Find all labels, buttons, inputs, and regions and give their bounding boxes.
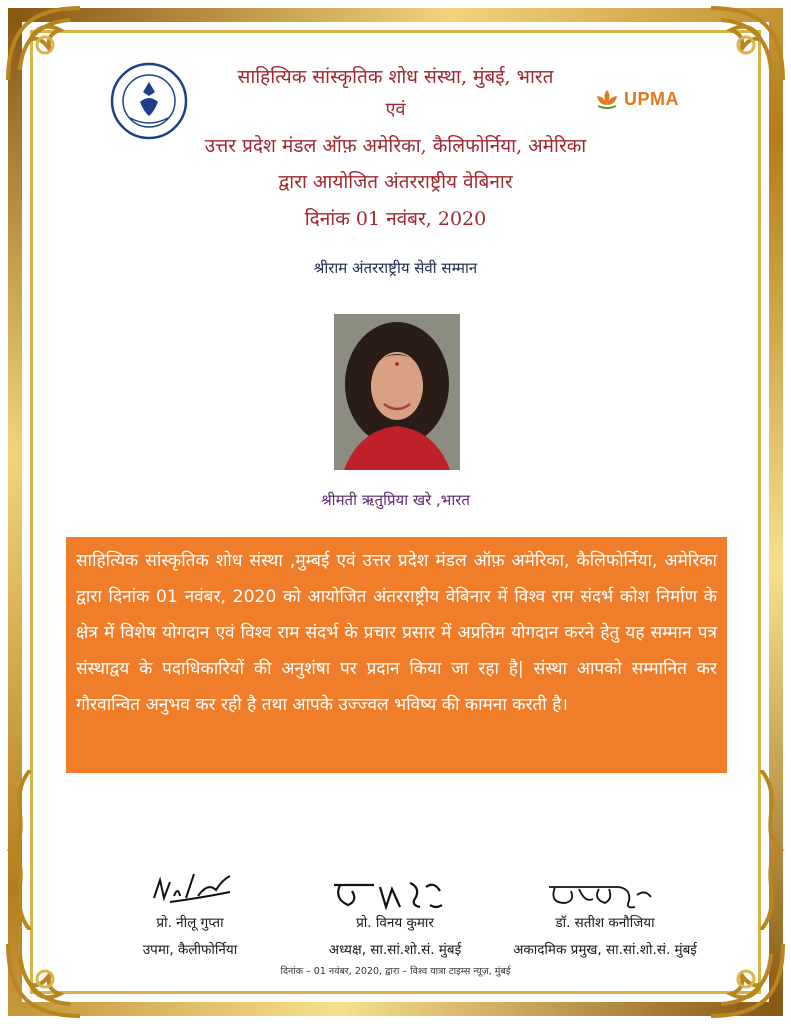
signatory-2-role: अध्यक्ष, सा.सां.शो.सं. मुंबई (328, 942, 462, 958)
corner-ornament-icon (0, 934, 120, 1024)
scroll-ornament-icon (751, 770, 791, 930)
event-date: दिनांक 01 नवंबर, 2020 (304, 208, 487, 230)
signatory-3-name: डॉ. सतीश कनौजिया (555, 915, 655, 931)
recipient-photo (334, 314, 460, 470)
organizer-conjunction: एवं (385, 99, 406, 120)
recipient-name: श्रीमती ऋतुप्रिया खरे ,भारत (321, 491, 470, 509)
event-description: द्वारा आयोजित अंतरराष्ट्रीय वेबिनार (278, 171, 513, 193)
signatory-3-role: अकादमिक प्रमुख, सा.सां.शो.सं. मुंबई (513, 942, 697, 958)
corner-ornament-icon (0, 0, 120, 90)
citation-text: साहित्यिक सांस्कृतिक शोध संस्था ,मुम्बई एवं उत्तर प्रदेश मंडल ऑफ़ अमेरिका, कैलिफोर्निया, अमेरिका द्वारा दिनांक 01 नवंबर, 2020 को आयोजित अंतरराष्ट्रीय वेबिनार में विश्व राम संदर्भ कोश निर्माण के क्षेत्र में विशेष योगदान एवं विश्व राम संदर्भ के प्रचार प्रसार में अप्रतिम योगदान करने हेतु यह सम्मान पत्र संस्थाद्वय के पदाधिकारियों की अनुशंषा पर प्रदान किया जा रहा है| संस्था आपको सम्मानित कर गौरवान्वित अनुभव कर रही है तथा आपके उज्ज्वल भविष्य की कामना करती है। (66, 537, 727, 773)
signature-2 (330, 875, 450, 915)
organizer-line-1: साहित्यिक सांस्कृतिक शोध संस्था, मुंबई, भारत (237, 66, 554, 88)
organizer-line-2: उत्तर प्रदेश मंडल ऑफ़ अमेरिका, कैलिफोर्निया, अमेरिका (204, 135, 587, 157)
scroll-ornament-icon (0, 770, 40, 930)
upma-logo-text: UPMA (624, 88, 679, 109)
signatory-2-name: प्रो. विनय कुमार (356, 915, 434, 931)
signature-3 (545, 875, 655, 915)
footer-note: दिनांक – 01 नवंबर, 2020, द्वारा – विश्व यात्रा टाइम्स न्यूज़, मुंबई (280, 966, 511, 977)
signature-1 (150, 868, 240, 908)
signatory-1-name: प्रो. नीलू गुप्ता (156, 915, 224, 931)
signatory-1-role: उपमा, कैलीफोर्निया (142, 942, 238, 958)
corner-ornament-icon (671, 0, 791, 90)
award-title: श्रीराम अंतरराष्ट्रीय सेवी सम्मान (313, 259, 478, 277)
